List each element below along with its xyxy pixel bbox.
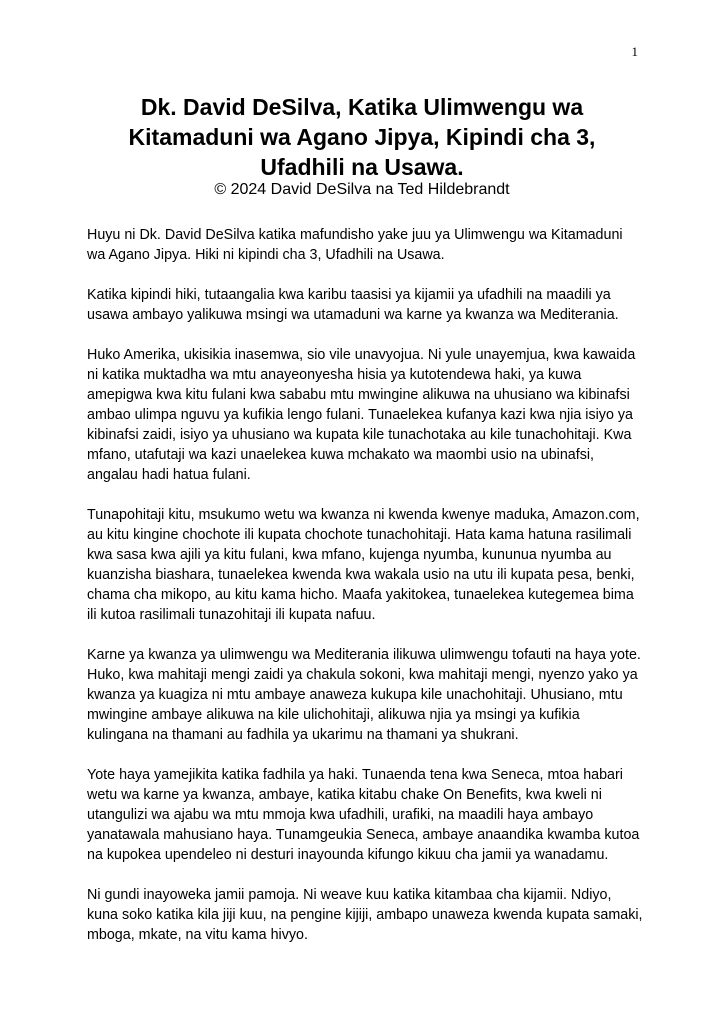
paragraph: Yote haya yamejikita katika fadhila ya haki. Tunaenda tena kwa Seneca, mtoa habari wetu wa karne ya kwanza, ambaye, katika kitabu chake On Benefits, kwa kweli ni utangulizi wa ajabu wa mtu mmoja kwa ufadhili, urafiki, na maadili haya ambayo yanatawala mahusiano haya. Tunamgeukia Seneca, ambaye anaandika kwamba kutoa na kupokea upendeleo ni desturi inayounda kifungo kikuu cha jamii ya wanadamu.: [87, 767, 640, 863]
paragraph: Ni gundi inayoweka jamii pamoja. Ni weave kuu katika kitambaa cha kijamii. Ndiyo, kuna soko katika kila jiji kuu, na pengine kijiji, ambapo unaweza kwenda kupata samaki, mboga, mkate, na vitu kama hivyo.: [87, 887, 643, 943]
document-title: Dk. David DeSilva, Katika Ulimwengu wa Kitamaduni wa Agano Jipya, Kipindi cha 3, Ufadhili na Usawa.: [128, 94, 596, 180]
copyright-line: © 2024 David DeSilva na Ted Hildebrandt: [214, 181, 510, 198]
paragraph: Karne ya kwanza ya ulimwengu wa Mediterania ilikuwa ulimwengu tofauti na haya yote. Huko, kwa mahitaji mengi zaidi ya chakula sokoni, kwa mahitaji mengi, nyenzo yako ya kwanza ya kuagiza ni mtu ambaye anaweza kukupa kile unachohitaji. Uhusiano, mtu mwingine ambaye alikuwa na kile ulichohitaji, alikuwa njia ya msingi ya kufikia kulingana na thamani au fadhila ya ukarimu na thamani ya shukrani.: [87, 647, 641, 743]
page-number: 1: [631, 44, 638, 59]
paragraph: Huyu ni Dk. David DeSilva katika mafundisho yake juu ya Ulimwengu wa Kitamaduni wa Agano Jipya. Hiki ni kipindi cha 3, Ufadhili na Usawa.: [87, 227, 623, 263]
document-body: [87, 225, 643, 965]
paragraph: Huko Amerika, ukisikia inasemwa, sio vile unavyojua. Ni yule unayemjua, kwa kawaida ni katika muktadha wa mtu anayeonyesha hisia ya kutotendewa haki, ya kuwa amepigwa kwa kitu fulani kwa sababu mtu mwingine alikuwa na uhusiano wa kibinafsi ambao ulimpa nguvu ya kufikia lengo fulani. Tunaelekea kufanya kazi kwa njia isiyo ya kibinafsi zaidi, isiyo ya uhusiano wa kupata kile tunachotaka au kile tunachohitaji. Kwa mfano, utafutaji wa kazi unaelekea kuwa mchakato wa maombi usio na ubinafsi, angalau hadi hatua fulani.: [87, 347, 636, 483]
paragraph: Tunapohitaji kitu, msukumo wetu wa kwanza ni kwenda kwenye maduka, Amazon.com, au kitu kingine chochote ili kupata chochote tunachohitaji. Hata kama hatuna rasilimali kwa sasa kwa ajili ya kitu fulani, kwa mfano, kujenga nyumba, kununua nyumba au kuanzisha biashara, tunaelekea kwenda kwa wakala usio na utu ili kupata pesa, benki, chama cha mikopo, au kitu kama hicho. Maafa yakitokea, tunaelekea kutegemea bima ili kutoa rasilimali tunazohitaji ili kupata nafuu.: [87, 507, 640, 623]
paragraph: Katika kipindi hiki, tutaangalia kwa karibu taasisi ya kijamii ya ufadhili na maadili ya usawa ambayo yalikuwa msingi wa utamaduni wa karne ya kwanza wa Mediterania.: [87, 287, 619, 323]
